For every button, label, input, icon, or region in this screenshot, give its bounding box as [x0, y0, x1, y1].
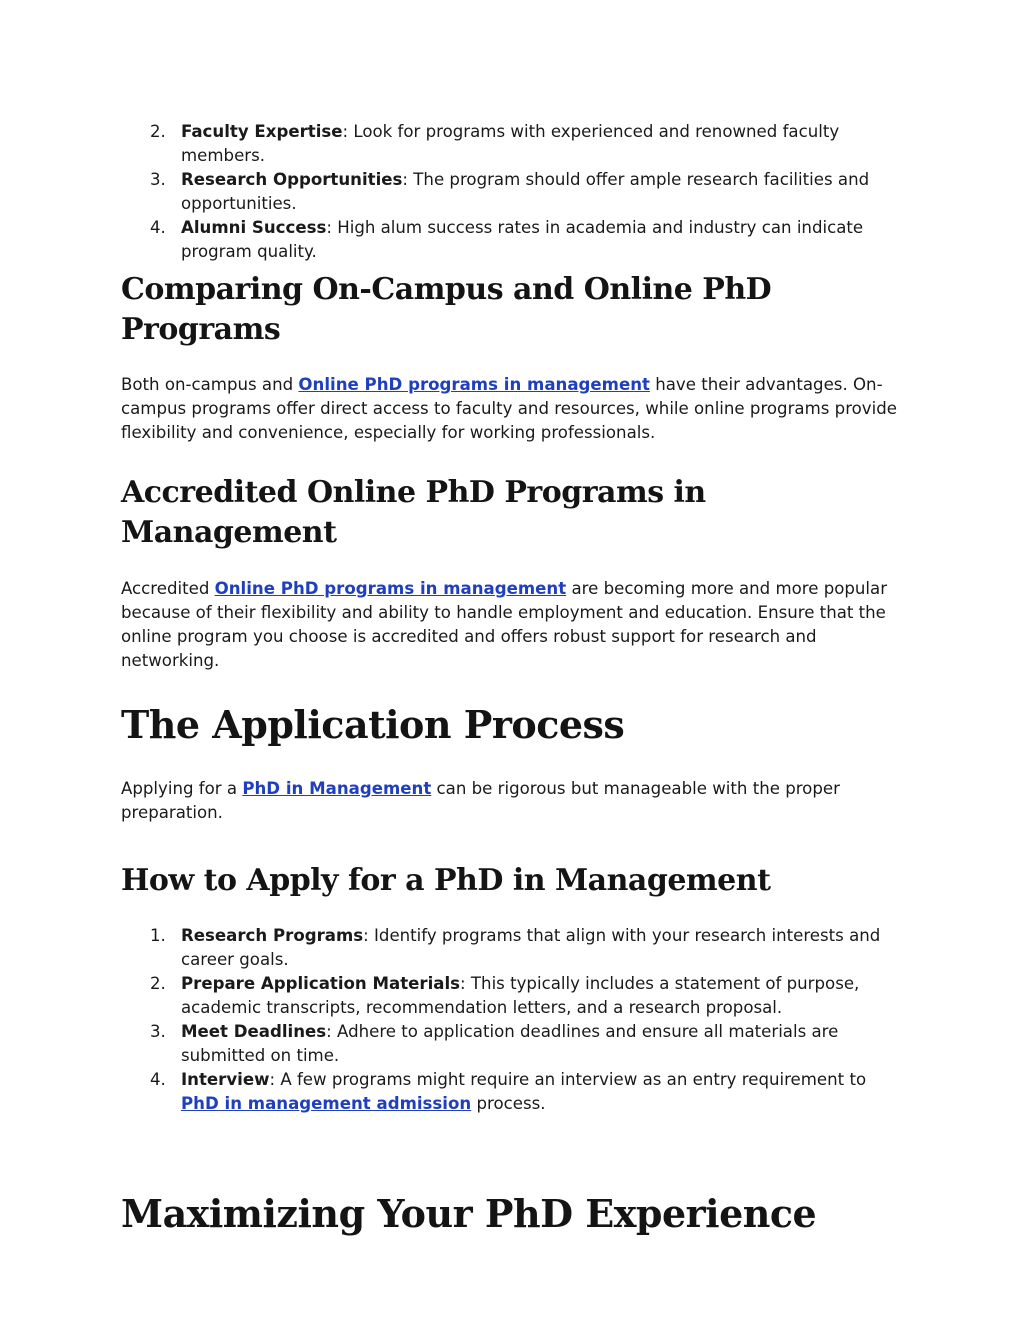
- list-number: 3.: [150, 170, 166, 189]
- list-term: Faculty Expertise: [181, 122, 343, 141]
- list-text: : High alum success rates in academia and industry can indicate program quality.: [181, 218, 864, 261]
- list-item: [121, 216, 901, 264]
- list-item: [121, 1068, 901, 1116]
- list-text: : The program should offer ample research facilities and opportunities.: [181, 170, 870, 213]
- list-text: process.: [471, 1094, 546, 1113]
- list-item: [121, 924, 901, 972]
- list-number: 4.: [150, 1070, 166, 1089]
- application-steps-list: [121, 924, 901, 1116]
- list-number: 2.: [150, 122, 166, 141]
- section-heading-maximizing: Maximizing Your PhD Experience: [121, 1191, 817, 1236]
- list-text: : A few programs might require an interview as an entry requirement to: [269, 1070, 867, 1089]
- paragraph-text: can be rigorous but manageable with the proper preparation.: [121, 779, 840, 822]
- online-phd-link[interactable]: Online PhD programs in management: [298, 375, 650, 394]
- section-paragraph-application: [121, 777, 901, 825]
- phd-management-link[interactable]: PhD in Management: [242, 779, 432, 798]
- document-page: [121, 120, 901, 1238]
- list-text: : Look for programs with experienced and renowned faculty members.: [181, 122, 840, 165]
- list-number: 2.: [150, 974, 166, 993]
- list-number: 3.: [150, 1022, 166, 1041]
- criteria-list: [121, 120, 901, 264]
- section-paragraph-comparing: [121, 373, 901, 445]
- paragraph-text: are becoming more and more popular because of their flexibility and ability to handle employment and education. Ensure that the online program you choose is accredited and offers robust support for research and networking.: [121, 579, 888, 670]
- list-text: : Adhere to application deadlines and ensure all materials are submitted on time.: [181, 1022, 839, 1065]
- section-heading-accredited: Accredited Online PhD Programs in Management: [121, 475, 706, 550]
- section-heading-application: The Application Process: [121, 702, 625, 747]
- paragraph-text: Both on-campus and: [121, 375, 299, 394]
- list-number: 4.: [150, 218, 166, 237]
- list-term: Alumni Success: [181, 218, 327, 237]
- section-paragraph-accredited: [121, 577, 901, 673]
- paragraph-text: have their advantages. On-campus programs offer direct access to faculty and resources, while online programs provide flexibility and convenience, especially for working professionals.: [121, 375, 897, 442]
- list-number: 1.: [150, 926, 166, 945]
- paragraph-text: Accredited: [121, 579, 215, 598]
- list-term: Prepare Application Materials: [181, 974, 461, 993]
- list-term: Research Programs: [181, 926, 364, 945]
- section-heading-comparing: Comparing On-Campus and Online PhD Programs: [121, 272, 772, 347]
- list-item: [121, 972, 901, 1020]
- list-text: : Identify programs that align with your research interests and career goals.: [181, 926, 881, 969]
- list-item: [121, 168, 901, 216]
- phd-admission-link[interactable]: PhD in management admission: [181, 1094, 472, 1113]
- list-text: : This typically includes a statement of purpose, academic transcripts, recommendation letters, and a research proposal.: [181, 974, 860, 1017]
- paragraph-text: Applying for a: [121, 779, 243, 798]
- list-term: Research Opportunities: [181, 170, 403, 189]
- list-term: Meet Deadlines: [181, 1022, 327, 1041]
- list-item: [121, 1020, 901, 1068]
- list-item: [121, 120, 901, 168]
- list-term: Interview: [181, 1070, 270, 1089]
- section-heading-how-to-apply: How to Apply for a PhD in Management: [121, 863, 771, 898]
- online-phd-link[interactable]: Online PhD programs in management: [214, 579, 567, 598]
